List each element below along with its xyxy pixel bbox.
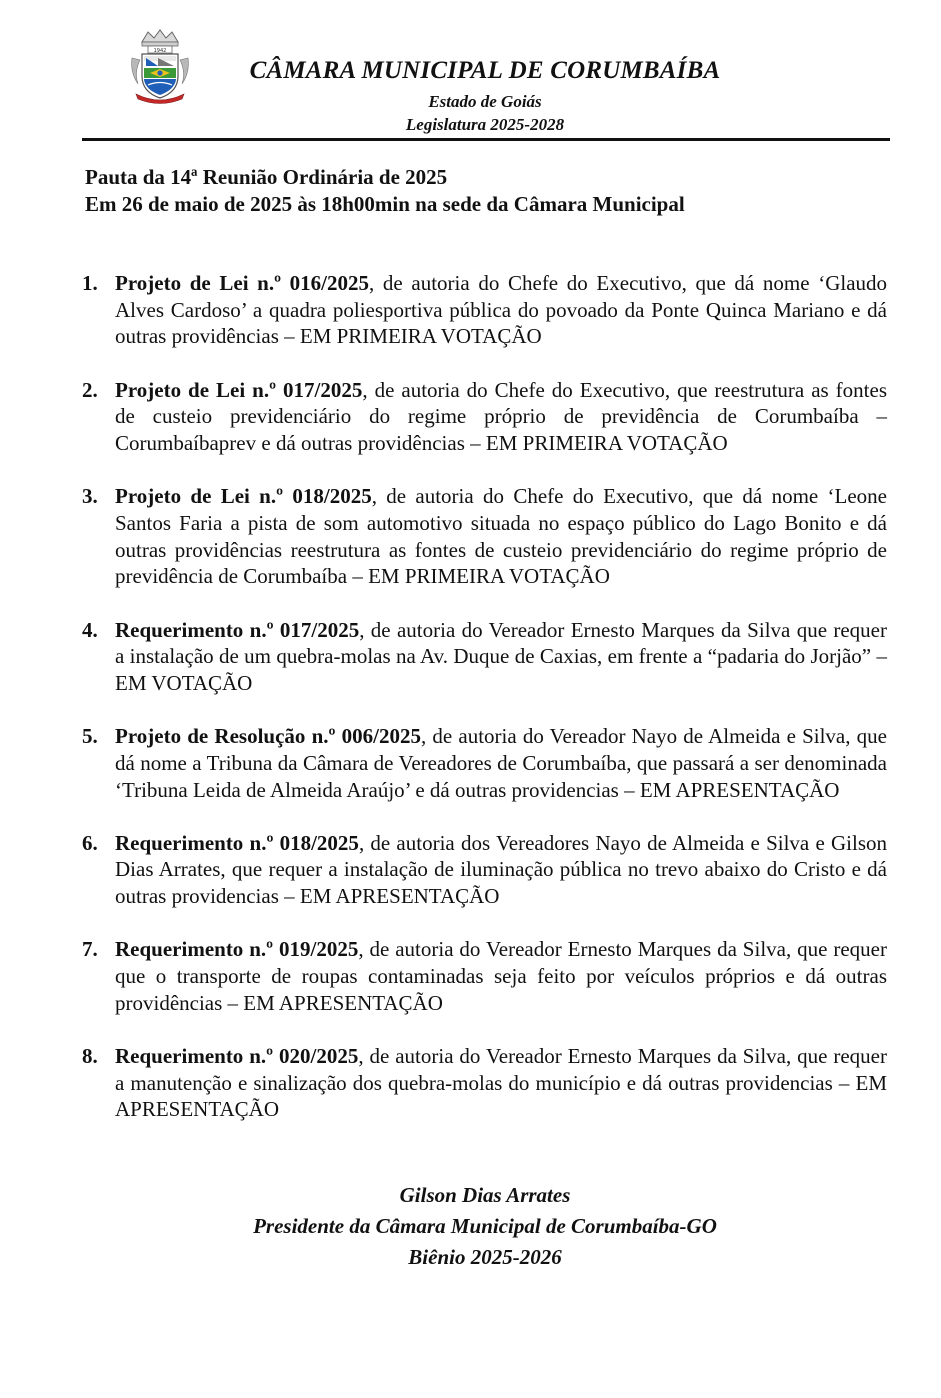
agenda-item — [82, 830, 887, 910]
agenda-item — [82, 483, 887, 590]
agenda-item-text: , de autoria do Chefe do Executivo, que reestrutura as fontes de custeio previdenciário do regime próprio de previdência de Corumbaíba – Corumbaíbaprev e dá outras providências – EM PRIMEIRA VOTAÇÃO — [115, 377, 887, 456]
agenda-item-number: 1. — [82, 271, 98, 295]
agenda-item-text: , de autoria do Chefe do Executivo, que dá nome ‘Leone Santos Faria a pista de som automotivo situada no espaço público do Lago Bonito e dá outras providências reestrutura as fontes de custeio previdenciário do regime próprio de previdência de Corumbaíba – EM PRIMEIRA VOTAÇÃO — [115, 484, 888, 589]
agenda-item-title: Requerimento n.º 019/2025 — [115, 937, 359, 962]
agenda-item-body — [115, 936, 887, 1016]
agenda-item-title: Projeto de Lei n.º 016/2025 — [115, 271, 370, 295]
coat-of-arms-icon — [128, 28, 192, 104]
agenda-item-title: Requerimento n.º 020/2025 — [115, 1043, 359, 1068]
agenda-item — [82, 617, 887, 697]
document-header — [0, 0, 941, 140]
agenda-item-text: , de autoria do Vereador Ernesto Marques da Silva, que requer a manutenção e sinalização dos quebra-molas do município e dá outras providencias – EM APRESENTAÇÃO — [115, 1043, 887, 1122]
agenda-title: Pauta da 14ª Reunião Ordinária de 2025 — [85, 165, 448, 189]
org-state: Estado de Goiás — [428, 92, 542, 111]
header-divider — [82, 138, 890, 141]
agenda-item-body — [115, 723, 887, 803]
signer-name: Gilson Dias Arrates — [399, 1183, 571, 1207]
signer-role: Presidente da Câmara Municipal de Corumbaíba-GO — [253, 1214, 717, 1238]
agenda-item-text: , de autoria do Chefe do Executivo, que dá nome ‘Glaudo Alves Cardoso’ a quadra poliesportiva pública do povoado da Ponte Quinca Mariano e dá outras providências – EM PRIMEIRA VOTAÇÃO — [115, 271, 888, 349]
agenda-item-text: , de autoria do Vereador Nayo de Almeida e Silva, que dá nome a Tribuna da Câmara de Vereadores de Corumbaíba, que passará a ser denominada ‘Tribuna Leida de Almeida Araújo’ e dá outras providencias – EM APRESENTAÇÃO — [115, 724, 887, 802]
signature-block — [170, 1180, 800, 1273]
agenda-item-body — [115, 483, 887, 590]
agenda-subtitle: Em 26 de maio de 2025 às 18h00min na sede da Câmara Municipal — [85, 192, 685, 216]
agenda-item-number: 6. — [82, 830, 98, 855]
agenda-item-number: 7. — [82, 937, 98, 962]
agenda-item-number: 4. — [82, 617, 98, 642]
agenda-item-number: 8. — [82, 1043, 98, 1068]
agenda-heading — [85, 164, 885, 218]
agenda-item-number: 5. — [82, 724, 98, 749]
agenda-item — [82, 377, 887, 457]
org-legislature: Legislatura 2025-2028 — [405, 115, 565, 134]
agenda-item-body — [115, 270, 887, 350]
agenda-item-text: , de autoria dos Vereadores Nayo de Almeida e Silva e Gilson Dias Arrates, que requer a instalação de iluminação pública no trevo abaixo do Cristo e dá outras providencias – EM APRESENTAÇÃO — [115, 830, 887, 909]
agenda-item-body — [115, 830, 887, 910]
agenda-item-title: Projeto de Resolução n.º 006/2025 — [115, 724, 421, 749]
agenda-list — [82, 270, 887, 1150]
signer-term: Biênio 2025-2026 — [408, 1245, 562, 1269]
agenda-item-number: 2. — [82, 377, 98, 402]
agenda-item — [82, 270, 887, 350]
agenda-item-text: , de autoria do Vereador Ernesto Marques da Silva que requer a instalação de um quebra-molas na Av. Duque de Caxias, em frente a “padaria do Jorjão” – EM VOTAÇÃO — [115, 617, 887, 695]
agenda-item-title: Projeto de Lei n.º 018/2025 — [115, 484, 372, 509]
agenda-item-body — [115, 617, 887, 697]
org-name: CÂMARA MUNICIPAL DE CORUMBAÍBA — [249, 57, 721, 84]
agenda-item-text: , de autoria do Vereador Ernesto Marques da Silva, que requer que o transporte de roupas contaminadas seja feito por veículos próprios e dá outras providências – EM APRESENTAÇÃO — [115, 937, 887, 1015]
logo-year: 1942 — [153, 48, 167, 54]
agenda-item-title: Projeto de Lei n.º 017/2025 — [115, 377, 363, 402]
agenda-item — [82, 1043, 887, 1123]
agenda-item — [82, 723, 887, 803]
agenda-item-title: Requerimento n.º 017/2025 — [115, 617, 360, 642]
agenda-item-body — [115, 1043, 887, 1123]
agenda-item-number: 3. — [82, 484, 98, 509]
agenda-item-title: Requerimento n.º 018/2025 — [115, 830, 359, 855]
agenda-item-body — [115, 377, 887, 457]
agenda-item — [82, 936, 887, 1016]
